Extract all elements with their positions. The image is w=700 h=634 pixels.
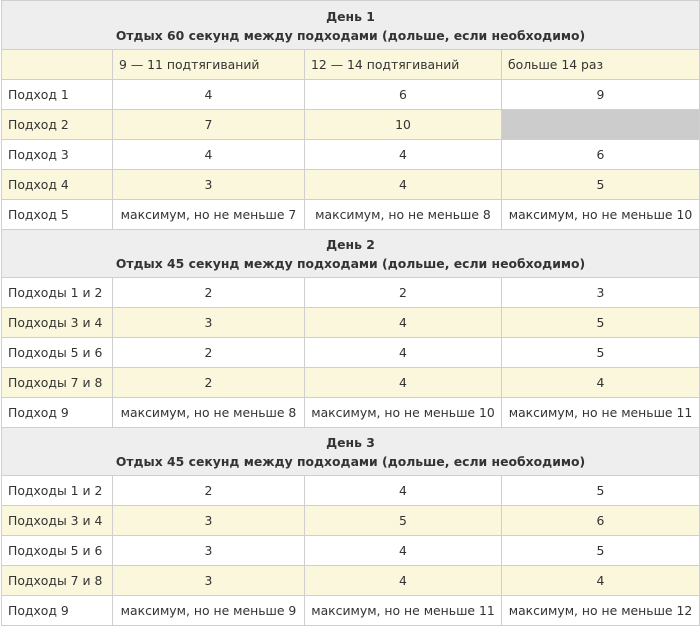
column-header-14-plus: больше 14 раз (502, 50, 700, 80)
day-header-cell (2, 428, 700, 476)
cell-value: 4 (502, 566, 700, 596)
row-label: Подход 4 (2, 170, 113, 200)
cell-value: 3 (113, 566, 305, 596)
row-label: Подходы 1 и 2 (2, 278, 113, 308)
row-label: Подход 3 (2, 140, 113, 170)
row-label: Подходы 3 и 4 (2, 506, 113, 536)
cell-value: 3 (113, 170, 305, 200)
cell-value: 3 (113, 536, 305, 566)
table-row (2, 308, 700, 338)
table-row (2, 476, 700, 506)
cell-value: 4 (305, 476, 502, 506)
cell-value: 4 (305, 368, 502, 398)
cell-value: 5 (502, 308, 700, 338)
cell-value: 7 (113, 110, 305, 140)
cell-value: 2 (113, 338, 305, 368)
cell-value: максимум, но не меньше 11 (305, 596, 502, 626)
table-row (2, 200, 700, 230)
cell-value: 4 (305, 566, 502, 596)
cell-value: 4 (305, 140, 502, 170)
table-row (2, 110, 700, 140)
cell-value: 3 (113, 308, 305, 338)
cell-value: 6 (502, 506, 700, 536)
cell-value: 2 (113, 476, 305, 506)
cell-value: 2 (113, 278, 305, 308)
row-label: Подходы 7 и 8 (2, 566, 113, 596)
cell-value: 5 (502, 476, 700, 506)
cell-value: максимум, но не меньше 10 (305, 398, 502, 428)
cell-value: 4 (305, 338, 502, 368)
column-header-empty (2, 50, 113, 80)
cell-value: 5 (502, 170, 700, 200)
day-header-cell (2, 230, 700, 278)
cell-value: 5 (502, 536, 700, 566)
cell-value: 2 (113, 368, 305, 398)
row-label: Подходы 1 и 2 (2, 476, 113, 506)
table-row (2, 506, 700, 536)
day-rest-note: Отдых 45 секунд между подходами (дольше, если необходимо) (115, 454, 586, 469)
cell-value: 5 (502, 338, 700, 368)
day-title: День 3 (326, 435, 375, 450)
row-label: Подход 9 (2, 596, 113, 626)
cell-value: максимум, но не меньше 8 (113, 398, 305, 428)
day-title: День 2 (326, 237, 375, 252)
table-row (2, 80, 700, 110)
day-rest-note: Отдых 45 секунд между подходами (дольше, если необходимо) (115, 256, 586, 271)
cell-value: максимум, но не меньше 11 (502, 398, 700, 428)
column-header-row (2, 50, 700, 80)
table-row (2, 338, 700, 368)
table-row (2, 278, 700, 308)
empty-cell (502, 110, 700, 140)
cell-value: 6 (502, 140, 700, 170)
row-label: Подход 9 (2, 398, 113, 428)
cell-value: максимум, но не меньше 8 (305, 200, 502, 230)
day-header (2, 428, 700, 476)
row-label: Подходы 7 и 8 (2, 368, 113, 398)
day-rest-note: Отдых 60 секунд между подходами (дольше, если необходимо) (115, 27, 586, 43)
cell-value: 4 (113, 80, 305, 110)
cell-value: максимум, но не меньше 7 (113, 200, 305, 230)
row-label: Подходы 5 и 6 (2, 338, 113, 368)
table-row (2, 536, 700, 566)
row-label: Подходы 5 и 6 (2, 536, 113, 566)
cell-value: 5 (305, 506, 502, 536)
row-label: Подход 1 (2, 80, 113, 110)
cell-value: 4 (305, 536, 502, 566)
cell-value: 3 (502, 278, 700, 308)
cell-value: 6 (305, 80, 502, 110)
column-header-9-11: 9 — 11 подтягиваний (113, 50, 305, 80)
row-label: Подходы 3 и 4 (2, 308, 113, 338)
cell-value: 4 (305, 170, 502, 200)
cell-value: 9 (502, 80, 700, 110)
day-title: День 1 (326, 8, 375, 24)
cell-value: 10 (305, 110, 502, 140)
day-header-cell (2, 1, 700, 50)
cell-value: 3 (113, 506, 305, 536)
cell-value: максимум, но не меньше 10 (502, 200, 700, 230)
cell-value: 4 (502, 368, 700, 398)
table-row (2, 140, 700, 170)
cell-value: 4 (113, 140, 305, 170)
column-header-12-14: 12 — 14 подтягиваний (305, 50, 502, 80)
cell-value: максимум, но не меньше 12 (502, 596, 700, 626)
cell-value: максимум, но не меньше 9 (113, 596, 305, 626)
cell-value: 2 (305, 278, 502, 308)
table-row (2, 596, 700, 626)
day-header (2, 1, 700, 50)
pullup-program-table (1, 0, 700, 626)
row-label: Подход 5 (2, 200, 113, 230)
row-label: Подход 2 (2, 110, 113, 140)
table-row (2, 398, 700, 428)
table-row (2, 170, 700, 200)
table-row (2, 368, 700, 398)
day-header (2, 230, 700, 278)
cell-value: 4 (305, 308, 502, 338)
table-row (2, 566, 700, 596)
